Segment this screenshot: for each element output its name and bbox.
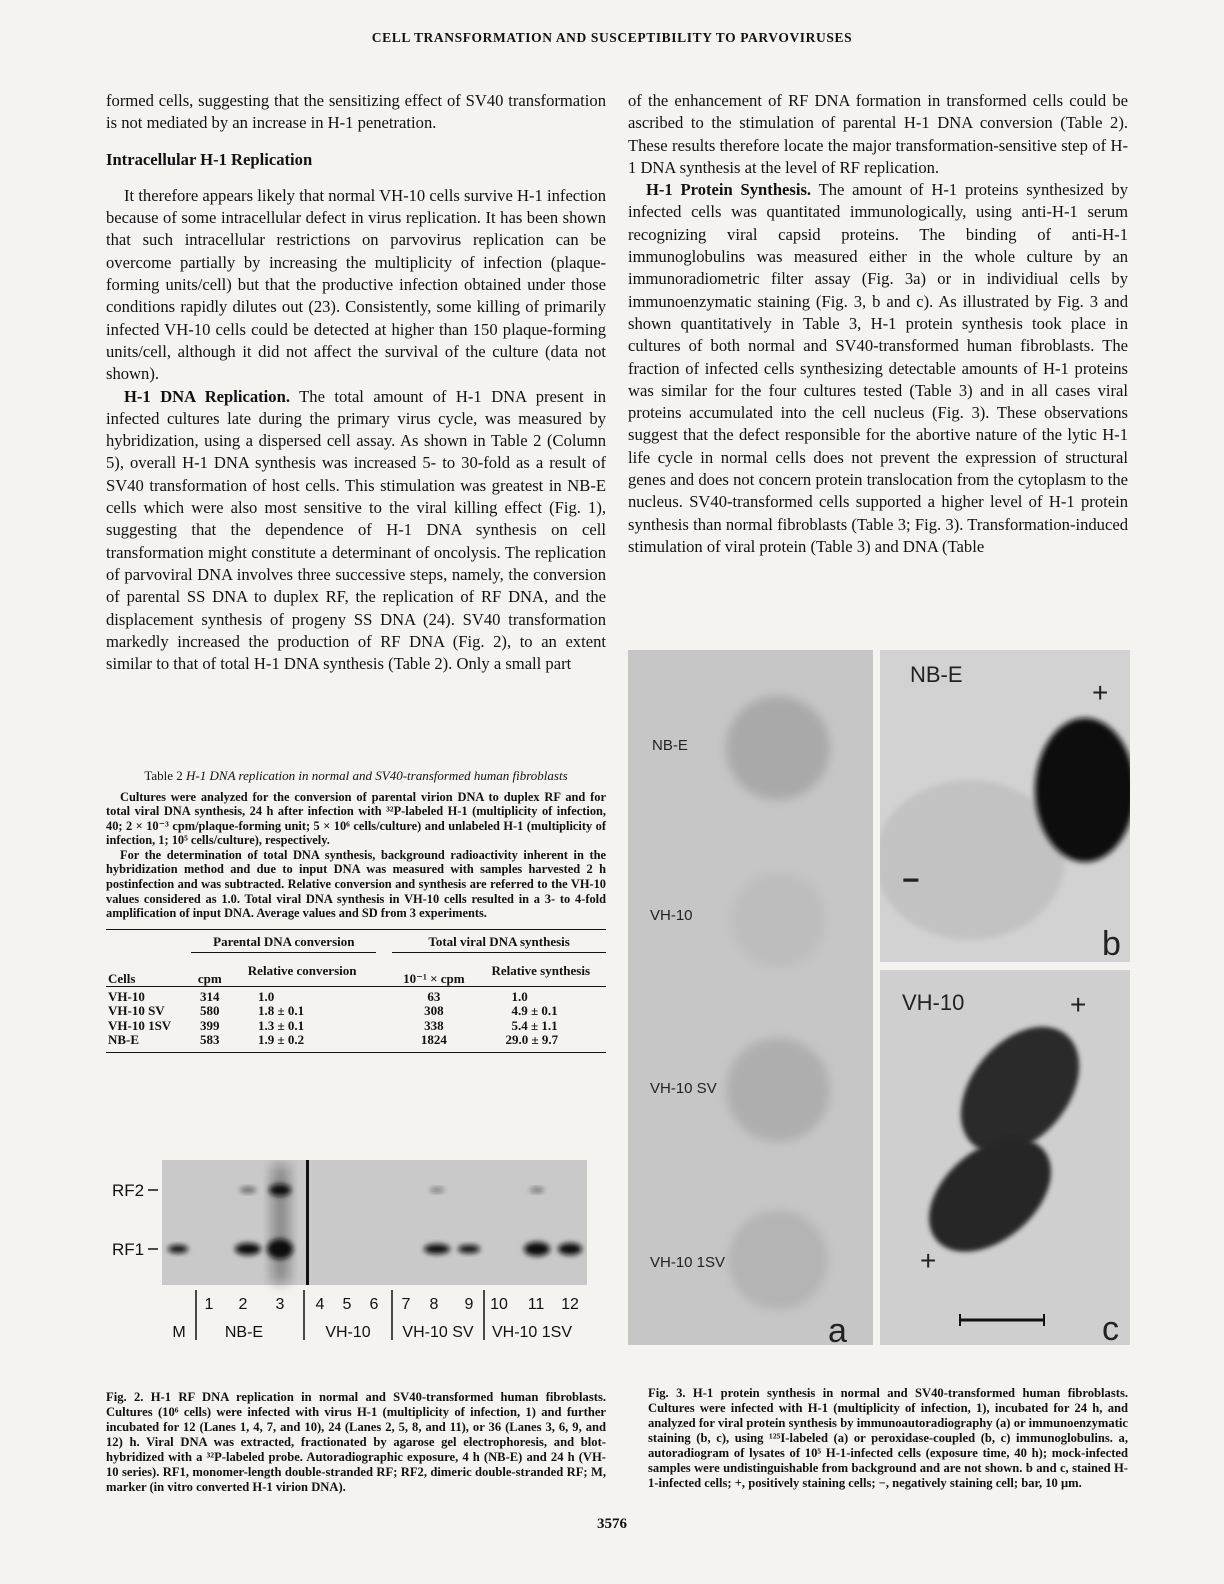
table-2 [106, 768, 606, 1053]
group-label: VH-10 1SV [491, 1324, 573, 1341]
lane-number: 5 [342, 1296, 352, 1313]
lane-number: 12 [561, 1296, 579, 1313]
table-cell: 1.8 ± 0.1 [258, 1003, 305, 1019]
paragraph: It therefore appears likely that normal VH-10 cells survive H-1 infection because of some intracellular defect in virus replication. It has been shown that such intracellular restrictions on parvovirus replication can be overcome partially by increasing the multiplicity of infection (plaque-forming units/cell) but that the productive infection obtained under those conditions rapidly dilutes out (23). Consistently, some killing of primarily infected VH-10 cells could be detected at higher than 150 plaque-forming units/cell, although it did not affect the survival of the culture (data not shown). [106, 185, 606, 384]
band-lane3-rf2 [269, 1184, 291, 1196]
smear-lane3 [272, 1165, 289, 1283]
table-row [106, 986, 606, 1004]
band-lane12-rf1 [558, 1243, 582, 1255]
panel-letter: b [1102, 925, 1121, 962]
sample-label: VH-10 [650, 907, 693, 924]
lane-number: 1 [204, 1296, 214, 1313]
table-cell: 338 [424, 1017, 444, 1033]
band-lane9-rf1 [458, 1245, 480, 1253]
table-title-text: H-1 DNA replication in normal and SV40-transformed human fibroblasts [186, 768, 568, 783]
run-in-heading: H-1 Protein Synthesis. [646, 180, 812, 200]
lane-number: 8 [429, 1296, 439, 1313]
marker-label: M [172, 1324, 186, 1341]
plus-marker: + [1070, 989, 1087, 1020]
minus-marker: − [902, 864, 920, 897]
running-head: CELL TRANSFORMATION AND SUSCEPTIBILITY TO PARVOVIRUSES [371, 30, 853, 45]
table-cell: 583 [191, 1033, 228, 1052]
band-lane2-rf2 [240, 1187, 256, 1193]
lane-number: 10 [490, 1296, 508, 1313]
lane-number: 2 [238, 1296, 248, 1313]
fig2-caption: Fig. 2. H-1 RF DNA replication in normal and SV40-transformed human fibroblasts. Cultures (10⁶ cells) were infected with virus H-1 (multiplicity of infection, 1) and further incubated for 12 (Lanes 1, 4, 7, and 10), 24 (Lanes 2, 5, 8, and 11), or 36 (Lanes 3, 6, 9, and 12) h. Viral DNA was extracted, fractionated by agarose gel electrophoresis, and blot-hybridized with a ³²P-labeled probe. Autoradiographic exposure, 4 h (NB-E) and 24 h (VH-10 series). RF1, monomer-length double-stranded RF; RF2, dimeric double-stranded RF; M, marker (in vitro converted H-1 virion DNA). [106, 1390, 606, 1494]
panel-letter: a [828, 1312, 847, 1345]
spot-nb-e [726, 696, 830, 800]
column-header: cpm [191, 952, 228, 986]
paragraph [628, 179, 1128, 558]
band-lane8-rf1 [424, 1244, 450, 1254]
fig3c-stained-cells [880, 970, 1130, 1345]
table-cell: 1824 [392, 1033, 475, 1052]
paragraph-text: The amount of H-1 proteins synthesized by infected cells was quantitated immunologically, using anti-H-1 serum recognizing viral capsid proteins. The binding of anti-H-1 immunoglobulins was measured either in the whole culture by an immunoradiometric filter assay (Fig. 3a) or in individiual cells by immunoenzymatic staining (Fig. 3, b and c). As illustrated by Fig. 3 and shown quantitatively in Table 3, H-1 protein synthesis took place in cultures of both normal and SV40-transformed human fibroblasts. The fraction of infected cells synthesizing detectable amounts of H-1 proteins was similar for the four cultures tested (Table 3) and in all cases viral proteins accumulated into the cell nucleus (Fig. 3). These observations suggest that the defect responsible for the abortive nature of the lytic H-1 life cycle in normal cells does not prevent the expression of structural genes and does not concern protein translocation from the cytoplasm to the nucleus. SV40-transformed cells supported a higher level of H-1 protein synthesis than normal fibroblasts (Table 3; Fig. 3). Transformation-induced stimulation of viral protein (Table 3) and DNA (Table [628, 180, 1128, 556]
paragraph [106, 386, 606, 676]
column-header: 10⁻¹ × cpm [392, 952, 475, 986]
paragraph: of the enhancement of RF DNA formation in transformed cells could be ascribed to the stimulation of parental H-1 DNA conversion (Table 2). These results therefore locate the major transformation-sensitive step of H-1 DNA synthesis at the level of RF replication. [628, 91, 1128, 177]
table-cell: 1.9 ± 0.2 [228, 1033, 376, 1052]
lane-number: 6 [369, 1296, 379, 1313]
table-cell: VH-10 SV [108, 1003, 165, 1019]
fig3-caption: Fig. 3. H-1 protein synthesis in normal and SV40-transformed human fibroblasts. Cultures were infected with H-1 (multiplicity of infection, 1), incubated for 24 h, and analyzed for viral protein synthesis by immunoautoradiography (a) or immunoenzymatic staining (b, c), using ¹²⁵I-labeled (a) or peroxidase-coupled (b, c) immunoglobulins. a, autoradiogram of lysates of 10⁵ H-1-infected cells (exposure time, 40 h); mock-infected samples were undistinguishable from background and are not shown. b and c, stained H-1-infected cells; +, positively staining cells; −, negatively staining cell; bar, 10 μm. [648, 1386, 1128, 1490]
band-lane11-rf1 [524, 1242, 550, 1256]
table-title [106, 768, 606, 784]
page-number: 3576 [597, 1516, 627, 1532]
column-group-header: Parental DNA conversion [191, 929, 376, 952]
column-header: Relative synthesis [476, 952, 607, 986]
table-cell: 29.0 ± 9.7 [476, 1033, 607, 1052]
table-cell: 4.9 ± 0.1 [511, 1003, 558, 1019]
table-row [106, 1019, 606, 1034]
lane-number: 11 [527, 1296, 545, 1313]
group-label: NB-E [224, 1324, 264, 1341]
section-heading: Intracellular H-1 Replication [106, 149, 313, 169]
lane-number: 3 [275, 1296, 285, 1313]
lane-number: 7 [401, 1296, 411, 1313]
plus-marker: + [1092, 677, 1109, 708]
table-cell: 1.0 [511, 988, 528, 1004]
table-row [106, 1033, 606, 1052]
fig2-gel-image [112, 1160, 592, 1380]
table-cell: 314 [200, 988, 220, 1004]
data-table [106, 929, 606, 1053]
table-note [106, 790, 606, 921]
spot-vh-10-1sv [728, 1210, 828, 1310]
group-label: VH-10 SV [402, 1324, 474, 1341]
table-cell: 399 [200, 1017, 220, 1033]
paragraph-text: The total amount of H-1 DNA present in infected cultures late during the primary virus cycle, was measured by hybridization, using a dispersed cell assay. As shown in Table 2 (Column 5), overall H-1 DNA synthesis was increased 5- to 30-fold as a result of SV40 transformation of host cells. This stimulation was greatest in NB-E cells which were also most sensitive to the viral killing effect (Fig. 1), suggesting that the dependence of H-1 DNA synthesis on cell transformation might constitute a determinant of oncolysis. The replication of parvoviral DNA involves three successive steps, namely, the conversion of parental SS DNA to duplex RF, the replication of RF DNA, and the displacement synthesis of progeny SS DNA (24). SV40 transformation markedly increased the production of RF DNA (Fig. 2), to an extent similar to that of total H-1 DNA synthesis (Table 2). Only a small part [106, 386, 606, 674]
column-header: Relative conversion [228, 952, 376, 986]
table-cell: 5.4 ± 1.1 [511, 1017, 558, 1033]
group-label: VH-10 [325, 1324, 371, 1341]
gel-background [162, 1160, 587, 1285]
panel-letter: c [1102, 1310, 1119, 1345]
band-marker-rf1 [168, 1245, 188, 1253]
sample-label: NB-E [652, 737, 688, 754]
band-label-rf1: RF1 [112, 1240, 145, 1259]
band-lane2-rf1 [235, 1243, 261, 1255]
table-note-p2: For the determination of total DNA synthesis, background radioactivity inherent in the hybridization method and due to input DNA was measured with samples harvested 2 h postinfection and was subtracted. Relative conversion and synthesis are referred to the VH-10 values considered as 1.0. Total viral DNA synthesis in VH-10 cells resulted in a 3- to 4-fold amplification of input DNA. Average values and SD from 3 experiments. [106, 847, 606, 921]
table-cell: 308 [424, 1003, 444, 1019]
table-note-p1: Cultures were analyzed for the conversion of parental virion DNA to duplex RF and for total viral DNA synthesis, 24 h after infection with ³²P-labeled H-1 (multiplicity of infection, 40; 2 × 10⁻³ cpm/plaque-forming unit; 5 × 10⁶ cells/culture) and unlabeled H-1 (multiplicity of infection, 1; 10⁵ cells/culture), respectively. [106, 789, 606, 848]
band-label-rf2: RF2 [112, 1181, 145, 1200]
band-lane8-rf2 [430, 1188, 444, 1193]
fig3a-autoradiogram [628, 650, 873, 1345]
table-cell: 63 [427, 988, 441, 1004]
run-in-heading: H-1 DNA Replication. [124, 386, 290, 406]
lane-number: 9 [464, 1296, 474, 1313]
left-column [106, 90, 606, 675]
plus-marker: + [920, 1245, 937, 1276]
gel-divider [306, 1160, 309, 1285]
table-cell: VH-10 [108, 988, 145, 1004]
table-cell: VH-10 1SV [108, 1017, 172, 1033]
spot-vh-10-sv [726, 1038, 830, 1142]
paragraph: formed cells, suggesting that the sensitizing effect of SV40 transformation is not mediated by an increase in H-1 penetration. [106, 91, 606, 133]
lane-number: 4 [315, 1296, 325, 1313]
band-lane11-rf2 [530, 1188, 544, 1193]
table-cell: 1.3 ± 0.1 [258, 1017, 305, 1033]
table-cell: 1.0 [258, 988, 275, 1004]
band-lane3-rf1 [267, 1239, 293, 1259]
fig3b-stained-cells [880, 650, 1130, 962]
sample-label: VH-10 1SV [650, 1254, 726, 1271]
panel-title: NB-E [910, 662, 963, 687]
sample-label: VH-10 SV [650, 1080, 717, 1097]
column-group-header: Total viral DNA synthesis [392, 929, 606, 952]
column-header: Cells [106, 952, 191, 986]
table-cell: 580 [200, 1003, 220, 1019]
right-column [628, 90, 1128, 558]
table-row [106, 1004, 606, 1019]
table-number: Table 2 [144, 768, 187, 783]
panel-title: VH-10 [902, 990, 965, 1015]
table-cell: NB-E [106, 1033, 191, 1052]
spot-vh-10 [730, 872, 826, 968]
